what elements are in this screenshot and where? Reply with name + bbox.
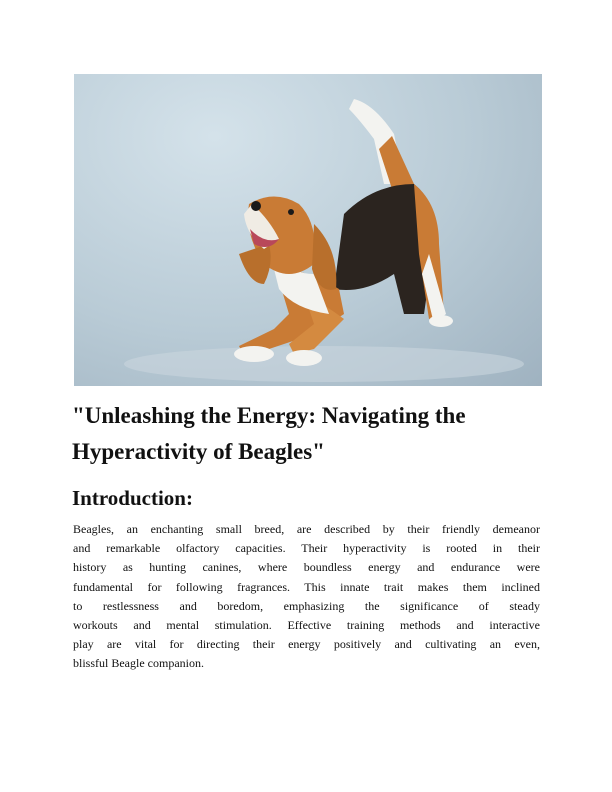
section-heading-introduction: Introduction:	[72, 486, 193, 510]
paragraph-line: play are vital for directing their energy positively and cultivating an even,	[73, 637, 540, 652]
paragraph-line: and remarkable olfactory capacities. Their hyperactivity is rooted in their	[73, 541, 540, 556]
paragraph-line: blissful Beagle companion.	[73, 656, 204, 671]
paragraph-line: history as hunting canines, where boundless energy and endurance were	[73, 560, 540, 575]
beagle-illustration	[74, 74, 542, 386]
document-page	[0, 74, 612, 674]
title-line: "Unleashing the Energy: Navigating the	[72, 403, 466, 428]
article-title	[72, 398, 562, 470]
paragraph-line: fundamental for following fragrances. This innate trait makes them inclined	[73, 579, 540, 594]
paragraph-line: Beagles, an enchanting small breed, are described by their friendly demeanor	[73, 522, 540, 536]
introduction-paragraph	[73, 520, 540, 674]
paragraph-line: workouts and mental stimulation. Effective training methods and interactive	[73, 618, 540, 633]
title-line: Hyperactivity of Beagles"	[72, 439, 325, 464]
beagle-photo	[74, 74, 542, 386]
paragraph-line: to restlessness and boredom, emphasizing the significance of steady	[73, 598, 540, 613]
